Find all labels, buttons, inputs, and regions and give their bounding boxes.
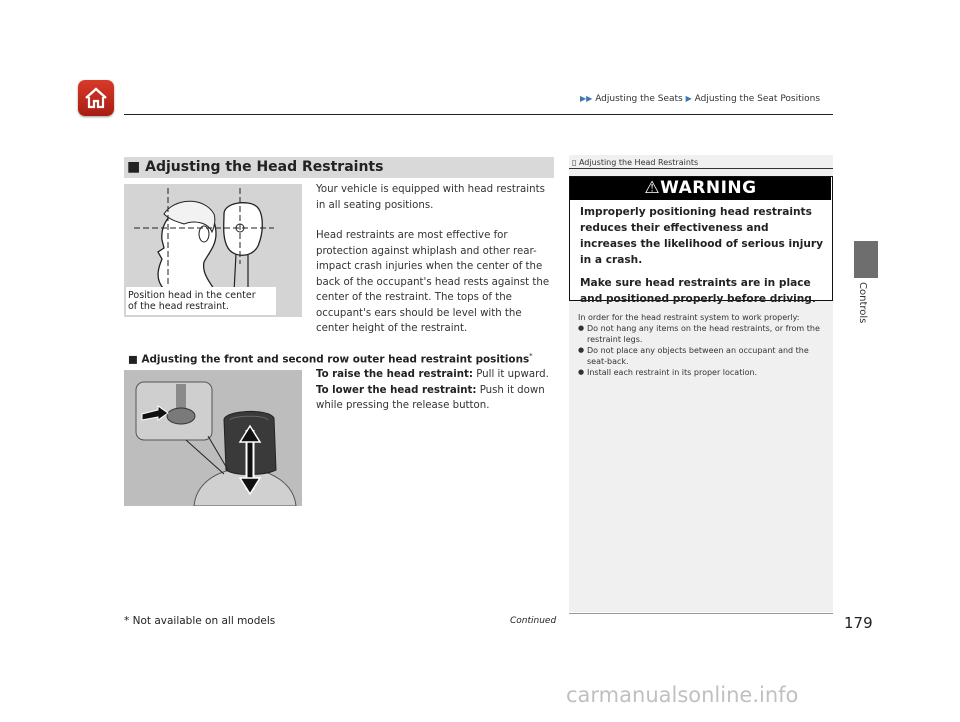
warning-text — [580, 204, 826, 307]
side-notes-body — [578, 312, 828, 378]
note-bullet-item: ● Install each restraint in its proper location. — [578, 367, 828, 378]
breadcrumb-link-seats[interactable]: Adjusting the Seats — [595, 94, 683, 104]
figure-caption-line: Position head in the center — [128, 290, 256, 301]
section-title-text: Adjusting the Head Restraints — [145, 159, 384, 175]
note-ref-icon: ▯ — [572, 158, 577, 167]
breadcrumb — [580, 94, 820, 104]
subsection-heading-text: Adjusting the front and second row outer head restraint positions — [141, 353, 530, 366]
warning-triangle-icon: ⚠ — [644, 178, 661, 198]
breadcrumb-current[interactable]: Adjusting the Seat Positions — [694, 94, 821, 104]
raise-label: To raise the head restraint: — [316, 369, 473, 380]
home-icon — [83, 86, 109, 110]
adjust-instructions — [316, 367, 556, 414]
home-button[interactable] — [78, 80, 114, 116]
square-bullet-icon: ■ — [127, 159, 141, 175]
chapter-tab-marker — [854, 241, 878, 278]
footnote: * Not available on all models — [124, 615, 276, 627]
panel-bottom-rule — [569, 613, 833, 614]
warning-paragraph: Make sure head restraints are in place and positioned properly before driving. — [580, 277, 816, 305]
note-bullet-item: ● Do not place any objects between an occupant and the seat-back. — [578, 345, 828, 367]
subsection-heading — [128, 352, 533, 365]
warning-title — [570, 178, 831, 199]
figure-caption-line: of the head restraint. — [128, 301, 229, 312]
chevron-right-icon: ▶ — [685, 94, 692, 103]
raise-text: Pull it upward. — [476, 369, 549, 380]
section-title — [127, 159, 383, 175]
side-notes-heading — [572, 158, 698, 167]
warning-title-text: WARNING — [660, 178, 757, 198]
footnote-marker[interactable]: * — [529, 352, 533, 360]
effectiveness-paragraph: Head restraints are most effective for protection against whiplash and other rear-impact crash injuries when the center of the back of the occupant's head rests against the center of the restraint. The tops of the occupant's ears should be level with the center height of the restraint. — [316, 230, 550, 334]
note-bullet-item: ● Do not hang any items on the head restraints, or from the restraint legs. — [578, 323, 828, 345]
side-notes-heading-text: Adjusting the Head Restraints — [578, 158, 699, 167]
lower-text: Push it down while pressing the release button. — [316, 384, 545, 411]
head-restraint-adjust-illustration — [124, 370, 302, 506]
continued-label: Continued — [510, 616, 557, 626]
figure-caption — [128, 290, 256, 312]
lower-label: To lower the head restraint: — [316, 384, 477, 396]
note-bullet-list — [578, 323, 828, 378]
watermark: carmanualsonline.info — [566, 683, 799, 707]
chapter-label[interactable]: Controls — [857, 282, 868, 324]
note-intro: In order for the head restraint system to work properly: — [578, 313, 800, 322]
intro-paragraph: Your vehicle is equipped with head restraints in all seating positions. — [316, 184, 545, 211]
square-bullet-icon: ■ — [128, 353, 138, 366]
warning-paragraph: Improperly positioning head restraints reduces their effectiveness and increases the likelihood of serious injury in a crash. — [580, 206, 824, 266]
side-notes-divider — [569, 168, 833, 169]
header-divider — [124, 114, 833, 115]
chevron-right-icon: ▶▶ — [580, 94, 593, 103]
page-number: 179 — [844, 614, 873, 632]
